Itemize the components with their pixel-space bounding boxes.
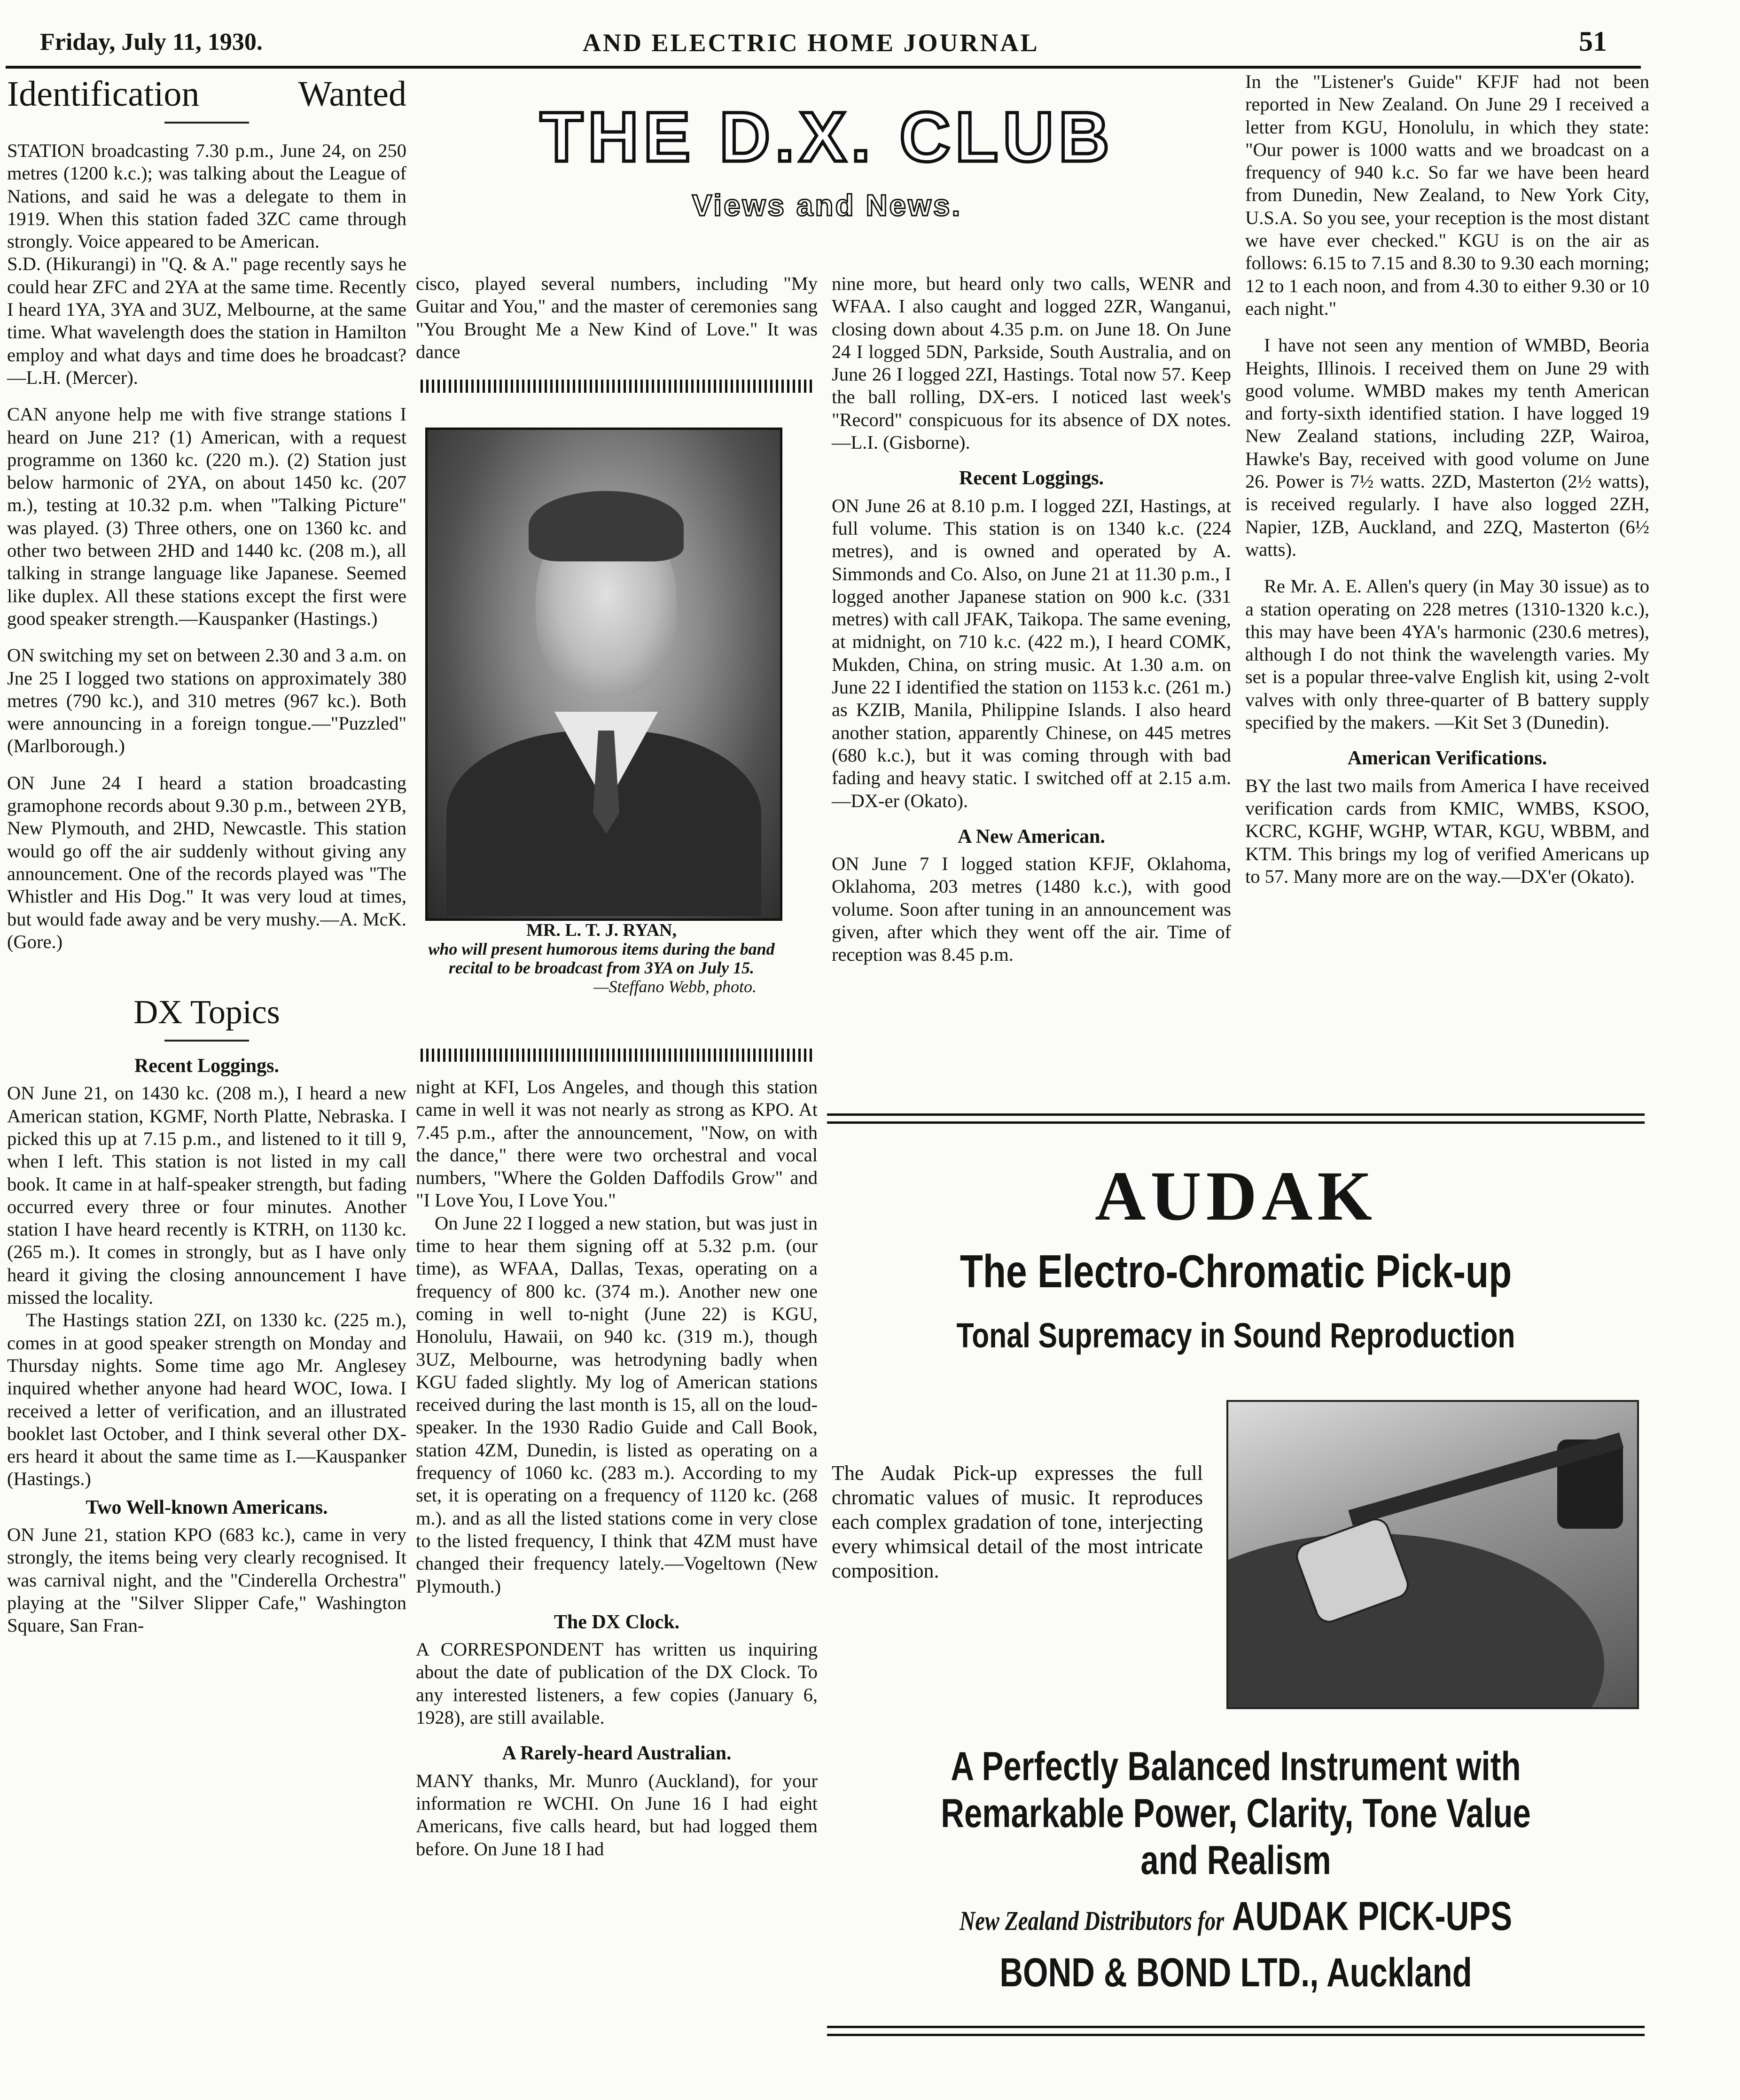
article-paragraph: ON switching my set on between 2.30 and 3 a.m. on Jne 25 I logged two stations on approximately 380 metres (790 kc.), and 310 metres (967 kc.). Both were announcing in a foreign tongue.—"Puzzled" (Marlborough.) — [7, 645, 406, 757]
article-paragraph: ON June 24 I heard a station broadcasting gramophone records about 9.30 p.m., between 2YB, New Plymouth, and 2HD, Newcastle. This station would go off the air suddenly without giving any announcement. One of the records played was "The Whistler and His Dog." It was very loud at times, but would fade away and be very mushy.—A. McK. (Gore.) — [7, 772, 406, 952]
subheading: Recent Loggings. — [959, 467, 1104, 490]
caption-text: who will present humorous items during the band recital to be broadcast from 3YA on July 15. — [428, 940, 775, 977]
article-paragraph: ON June 26 at 8.10 p.m. I logged 2ZI, Hastings, at full volume. This station is on 1340 k.c. (224 metres), and is owned and operated by A. Simmonds and Co. Also, on June 21 at 11.30 p.m., I logged another Japanese station on 900 k.c. (331 metres) with call JFAK, Taikopa. The same evening, at midnight, on 710 k.c. (422 m.), I heard COMK, Mukden, China, on string music. At 1.30 a.m. on June 22 I identified the station on 1153 k.c. (261 m.) as KZIB, Manila, Philippine Islands. I also heard another station, apparently Chinese, on 445 metres (680 k.c.), but it was coming through with bad fading and heavy static. I switched off at 2.15 a.m.—DX-er (Okato). — [832, 495, 1231, 811]
title-word: Identification — [7, 74, 200, 114]
ad-blurb: The Audak Pick-up expresses the full chromatic values of music. It reproduces each complex gradation of tone, interjecting every whimsical detail of the most intricate composition. — [832, 1462, 1203, 1582]
subheading: American Verifications. — [1347, 747, 1547, 770]
journal-name: AND ELECTRIC HOME JOURNAL — [583, 29, 1039, 57]
title-rule — [164, 1040, 249, 1042]
subheading: Recent Loggings. — [134, 1055, 279, 1077]
column-4 — [1245, 70, 1649, 888]
subheading: A New American. — [958, 825, 1105, 848]
column-2-bottom — [416, 1076, 818, 1860]
pickup-illustration — [1226, 1400, 1639, 1709]
title-rule — [164, 122, 249, 124]
article-paragraph: I have not seen any mention of WMBD, Beoria Heights, Illinois. I received them on June 29 with good volume. WMBD makes my tenth American and forty-sixth identified station. I have logged 19 New Zealand stations, including 2ZP, Wairoa, Hawke's Bay, received with good volume on June 26. Power is 7½ watts. 2ZD, Masterton (2½ watts), is received regularly. I have also logged 2ZH, Napier, 1ZB, Auckland, and 2ZQ, Masterton (6½ watts). — [1245, 334, 1649, 560]
identification-wanted-title — [7, 73, 406, 115]
article-paragraph: BY the last two mails from America I have received verification cards from KMIC, WMBS, KSOO, KCRC, KGHF, WGHP, WTAR, KGU, WBBM, and KTM. This brings my log of verified Americans up to 57. Many more are on the way.—DX'er (Okato). — [1245, 775, 1649, 887]
subheading: A Rarely-heard Australian. — [502, 1742, 732, 1765]
record-disk — [1226, 1533, 1604, 1709]
ad-brand: AUDAK — [1095, 1157, 1377, 1235]
ad-top-rule — [827, 1113, 1645, 1124]
article-paragraph: A CORRESPONDENT has written us inquiring about the date of publication of the DX Clock. To any interested listeners, a few copies (January 6, 1928), are still available. — [416, 1639, 818, 1728]
audak-advertisement — [827, 1137, 1645, 2020]
article-paragraph: In the "Listener's Guide" KFJF had not been reported in New Zealand. On June 29 I received a letter from KGU, Honolulu, in which they state: "Our power is 1000 watts and we broadcast on a frequency of 940 k.c. So far we have been heard from Dunedin, New Zealand, to New York City, U.S.A. So you see, your reception is the most distant we have ever checked." KGU is on the air as follows: 6.15 to 7.15 and 8.30 to 9.30 each morning; 12 to 1 each noon, and from 4.30 to either 9.30 or 10 each night." — [1245, 71, 1649, 319]
ad-tagline: A Perfectly Balanced Instrument with Remarkable Power, Clarity, Tone Value and Realism — [941, 1744, 1531, 1883]
ad-subhead: Tonal Supremacy in Sound Reproduction — [956, 1316, 1515, 1355]
caption-name: MR. L. T. J. RYAN, — [526, 920, 677, 940]
article-paragraph: ON June 7 I logged station KFJF, Oklahoma, Oklahoma, 203 metres (1480 k.c.), with good volume. Soon after tuning in an announcement was given, after which they went off the air. Time of reception was 8.45 p.m. — [832, 853, 1231, 965]
article-paragraph: ON June 21, station KPO (683 kc.), came in very strongly, the items being very clearly recognised. It was carnival night, and the "Cinderella Orchestra" playing at the "Silver Slipper Cafe," Washington Square, San Fran- — [7, 1524, 406, 1636]
article-paragraph: On June 22 I logged a new station, but was just in time to hear them signing off at 5.32 p.m. (our time), as WFAA, Dallas, Texas, operating on a frequency of 800 kc. (374 m.). Another new one coming in well to-night (June 22) is KGU, Honolulu, Hawaii, on 940 kc. (319 m.), though 3UZ, Melbourne, was hetrodyning badly when KGU faded slightly. My log of American stations received during the last month is 15, all on the loud-speaker. In the 1930 Radio Guide and Call Book, station 4ZM, Dunedin, is listed as operating on a frequency of 1060 kc. (283 m.). According to my set, it is operating on a frequency of 1120 kc. (268 m.). and as all the listed stations come in very close to the listed frequency, I think that 4ZM must have changed their frequency lately.—Vogeltown (New Plymouth.) — [416, 1212, 818, 1597]
ad-distributors — [909, 1893, 1563, 1940]
dist-label: New Zealand Distributors for — [959, 1906, 1225, 1936]
article-paragraph: cisco, played several numbers, including "My Guitar and You," and the master of ceremonies sang "You Brought Me a New Kind of Love." It was dance — [416, 273, 818, 362]
subheading: The DX Clock. — [554, 1611, 680, 1633]
article-paragraph: The Hastings station 2ZI, on 1330 kc. (225 m.), comes in at good speaker strength on Monday and Thursday nights. Some time ago Mr. Anglesey inquired whether anyone had heard WOC, Iowa. I received a letter of verification, and an illustrated booklet last October, and I think several other DX-ers heard it about the same time as I.—Kauspanker (Hastings.) — [7, 1309, 406, 1490]
article-paragraph: MANY thanks, Mr. Munro (Auckland), for your information re WCHI. On June 16 I had eight Americans, five calls heard, but had logged them before. On June 18 I had — [416, 1770, 818, 1859]
dashed-rule — [421, 1049, 815, 1062]
column-2-top — [416, 272, 818, 363]
ad-firm: BOND & BOND LTD., Auckland — [999, 1950, 1472, 1995]
photo-caption — [418, 921, 785, 996]
column-3 — [832, 272, 1231, 966]
page-number: 51 — [1579, 26, 1607, 57]
portrait-photo — [425, 428, 782, 921]
ad-headline: The Electro-Chromatic Pick-up — [960, 1245, 1512, 1297]
article-paragraph: Re Mr. A. E. Allen's query (in May 30 issue) as to a station operating on 228 metres (1310-1320 k.c.), this may have been 4YA's harmonic (230.6 metres), although I do not think the wavelength varies. My set is a popular three-valve English kit, using 2-volt valves with only three-quarter of B battery supply specified by the makers. —Kit Set 3 (Dunedin). — [1245, 576, 1649, 733]
article-paragraph: CAN anyone help me with five strange stations I heard on June 21? (1) American, with a request programme on 1360 kc. (220 m.). (2) Station just below harmonic of 2YA, on about 1450 kc. (207 m.), testing at 10.32 p.m. when "Talking Picture" was played. (3) Three others, one on 1360 kc. and other two between 2HD and 1440 kc. (208 m.), all talking in strange language like Japanese. Seemed like duplex. All these stations except the first were good speaker strength.—Kauspanker (Hastings.) — [7, 404, 406, 629]
header-rule — [6, 66, 1641, 69]
dx-club-subtitle: Views and News. — [692, 188, 962, 222]
page-header — [0, 19, 1740, 70]
dx-club-title: THE D.X. CLUB — [540, 97, 1114, 176]
article-paragraph: nine more, but heard only two calls, WENR and WFAA. I also caught and logged 2ZR, Wanganui, closing down about 4.35 p.m. on June 18. On June 24 I logged 5DN, Parkside, South Australia, and on June 26 I logged 2ZI, Hastings. Total now 57. Keep the ball rolling, DX-ers. I noticed last week's "Record" conspicuous for its absence of DX notes.—L.I. (Gisborne). — [832, 273, 1231, 453]
ad-bottom-rule — [827, 2026, 1645, 2036]
article-paragraph: ON June 21, on 1430 kc. (208 m.), I heard a new American station, KGMF, North Platte, Nebraska. I picked this up at 7.15 p.m., and listened to it till 9, when I left. This station is not listed in my call book. It came in at half-speaker strength, but fading occurred every three or four minutes. Another station I have heard recently is KTRH, on 1130 kc. (265 m.). It comes in strongly, but as I have only heard it giving the closing announcement I have missed the locality. — [7, 1082, 406, 1308]
article-paragraph: S.D. (Hikurangi) in "Q. & A." page recently says he could hear ZFC and 2YA at the same time. Recently I heard 1YA, 3YA and 3UZ, Melbourne, at the same time. What wavelength does the station in Hamilton employ and what days and time does he broadcast?—L.H. (Mercer). — [7, 253, 406, 388]
dx-topics-title: DX Topics — [133, 993, 280, 1031]
issue-date: Friday, July 11, 1930. — [40, 29, 263, 55]
article-paragraph: night at KFI, Los Angeles, and though this station came in well it was not nearly as strong as KPO. At 7.45 p.m., after the announcement, "Now, on with the dance," there were two orchestral and vocal numbers, "Where the Golden Daffodils Grow" and "I Love You, I Love You." — [416, 1076, 818, 1211]
photo-hair — [529, 491, 684, 561]
dist-product: AUDAK PICK-UPS — [1232, 1894, 1513, 1939]
subheading: Two Well-known Americans. — [86, 1496, 328, 1518]
article-paragraph: STATION broadcasting 7.30 p.m., June 24, on 250 metres (1200 k.c.); was talking about the League of Nations, and said he was a delegate to them in 1919. When this station faded 3ZC came through strongly. Voice appeared to be American. — [7, 140, 406, 252]
dashed-rule — [421, 380, 815, 393]
photo-credit: —Steffano Webb, photo. — [593, 977, 757, 996]
column-1 — [7, 75, 406, 1637]
title-word: Wanted — [298, 74, 406, 114]
